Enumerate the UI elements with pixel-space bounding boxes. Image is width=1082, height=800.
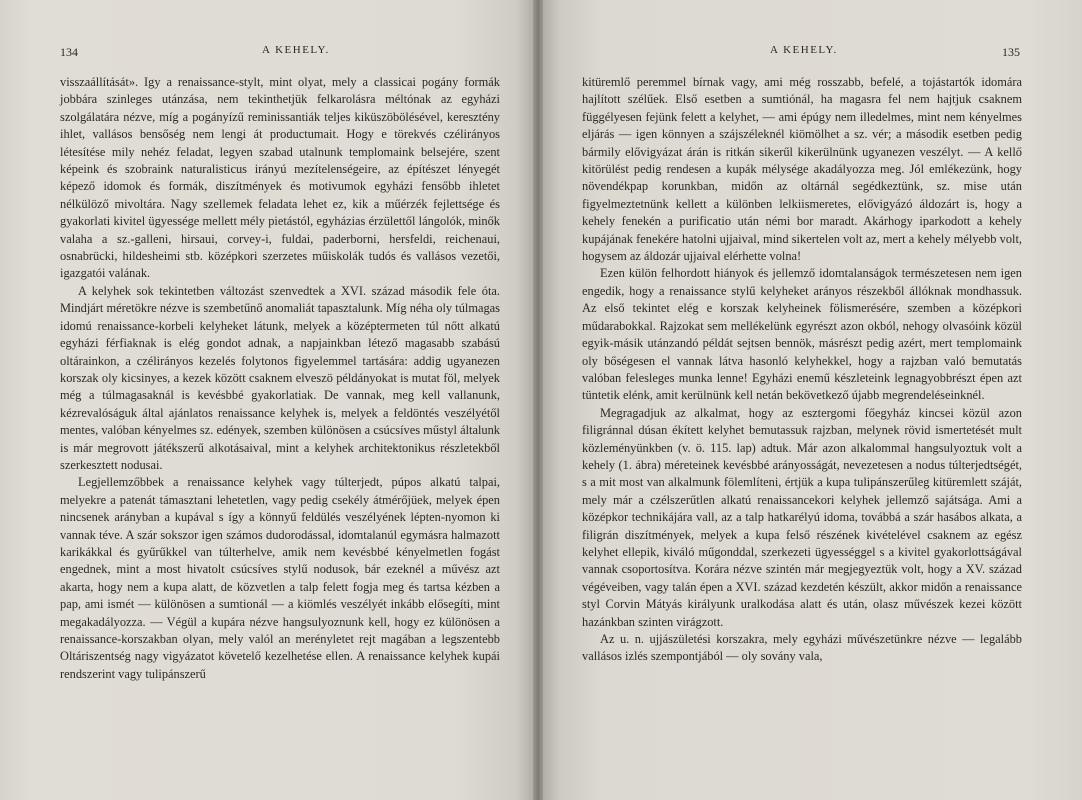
paragraph: kitüremlő peremmel bírnak vagy, ami még rosszabb, befelé, a tojástartók idomára hajlított szélűek. Első esetben a sumtiónál, ha magasra fel nem hajtjuk csaknem függélyesen fejünk felett a kelyhet, — ami épúgy nem illedelmes, mint nem kényelmes eljárás — igen könnyen a szájszéleknél kiömölhet a sz. vér; a második esetben pedig bármily elővigyázat árán is ritkán sikerűl kikerülnünk ugyanezen veszélyt. — A kellő kitörülést pedig rendesen a kupák mélysége akadályozza meg. Jól emlékezünk, hogy növendékpap korunkban, midőn az oltárnál segédkeztünk, sz. mise után figyelmeztetnünk kellett a különben lelkiismeretes, elővigyázó áldozárt is, hogy a kehely fenekén a purificatio után némi bor maradt. Akárhogy iparkodott a kehely kupájának fenekére hatolni ujjaival, mind sikertelen volt az, mert a kehely mélyebb volt, hogysem az áldozár ujjaival elérhette volna! [582,75,1022,264]
paragraph: Ezen külön felhordott hiányok és jellemző idomtalanságok természetesen nem igen engedik, hogy a renaissance stylű kelyheket arányos részekből állóknak mondhassuk. Az első tekintet elég e korszak kelyheinek fölismerésére, szemben a középkori műdarabokkal. Rajzokat sem mellékelünk egyrészt azon okból, nehogy olvasóink közül egyik-másik utánzandó példát sejtsen bennök, másrészt pedig azért, mert templomaink oly bőségesen el vannak látva hasonló kelyhekkel, hogy a rajzban való bemutatás valóban felesleges munka lenne! Egyházi enemű készleteink legnagyobbrészt épen azt tüntetik elénk, amit kerülnünk kell netán bekövetkező újabb megrendeléseinknél. [582,266,1022,403]
paragraph: visszaállítását». Igy a renaissance-stylt, mint olyat, mely a classicai pogány formák jobbára szinleges utánzása, nem tekinthetjük felkarolásra méltónak az egyházi szolgálatára nézve, míg a pogányízű reminissantiák teljes kiküszöbölésével, keresztény ihlet, vallásos bensőség nem lengi át productumait. Hogy e törekvés czélirányos létesítése mily nehéz feladat, legyen szabad utalnunk templomaink belsejére, szent képeink és szobraink naturalisticus irányú mezítelenségeire, az építészet lényegét képező idomok és formák, diszítmények és motivumok egyházi fensőbb ihletet nélkülöző mivoltára. Nagy szellemek feladata lehet ez, kik a műérzék fejlettsége és gyakorlati kivitel ügyessége mellett mély pietástól, egyházias érzülettől lángolók, minők valaha a sz.-galleni, hirsaui, corvey-i, fuldai, paderborni, hersfeldi, reichenaui, osnabrücki, hildesheimi stb. középkori szerzetes műiskolák tudós és vallásos vezetői, igazgatói valának. [60,75,500,281]
page-number: 135 [1002,45,1020,59]
right-page [538,0,1082,800]
body-text [582,74,1022,666]
paragraph: A kelyhek sok tekintetben változást szenvedtek a XVI. század második fele óta. Mindjárt méretökre nézve is szembetűnő anomaliát tapasztalunk. Míg néha oly túlmagas idomú renaissance-korbeli kelyheket látunk, melyek a középtermeten túl nőtt alkatú egyházi férfiaknak is elég gondot adnak, a napjainkban létező magasabb szabású oltárainkon, a czélirányos kezelés folytonos figyelemmel tartására: addig ugyanezen korszak oly kicsinyes, a kezek között csaknem elveszö példányokat is mutat föl, melyek még a túlmagasaknál is kevésbbé gyakorlatiak. De vannak, meg kell vallanunk, kézrevalóságuk által ajánlatos renaissance kelyhek is, melyek a feldöntés veszélyétől mentes, valóban kényelmes sz. edények, szemben különösen a csúcsíves műstyl általunk is már megrovott játékszerű alkotásaival, mint a kelyhek architektonikus részletekből szerkesztett nodusai. [60,283,500,472]
paragraph: Az u. n. ujjászületési korszakra, mely egyházi művészetünkre nézve — legalább vallásos izlés szempontjából — oly sovány vala, [582,632,1022,664]
running-head: A KEHELY. [770,44,838,56]
book-gutter [533,0,543,800]
left-page [0,0,538,800]
paragraph: Legjellemzőbbek a renaissance kelyhek vagy túlterjedt, púpos alkatú talpai, melyekre a patenát támasztani lehetetlen, vagy pedig csekély átmérőjüek, melyek épen nincsenek arányban a kupával s így a könnyű feldülés veszélyének lépten-nyomon ki vannak téve. A szár sokszor igen számos dudorodással, idomtalanúl egymásra halmazott karikákkal és gyűrűkkel van túlterhelve, amik nem kevésbbé kényelmetlen fogást engednek, mint a most hivatolt csúcsíves stylű nodusok, bár ezeknél a művész azt akarta, hogy nem a kupa alatt, de közvetlen a talp felett fogja meg és tartsa kézben a pap, ami ismét — különösen a sumtionál — a kiömlés veszélyét inkább elősegíti, mint megakadályozza. — Végül a kupára nézve hangsulyoznunk kell, hogy ez különösen a renaissance-korszakban olyan, mely valól an merényletet rejt magában a legszentebb Oltáriszentség nagy vigyázatot követelő kezelhetése ellen. A renaissance kelyhek kupái rendszerint vagy tulipánszerű [60,475,500,681]
running-head: A KEHELY. [262,44,330,56]
paragraph: Megragadjuk az alkalmat, hogy az esztergomi főegyház kincsei közül azon filigránnal dúsan ékített kelyhet bemutassuk rajzban, melynek rövid ismertetését mult közleményünkben (v. ö. 115. lap) adtuk. Már azon alkalommal hangsulyoztuk volt a kehely (1. ábra) méreteinek kevésbbé arányosságát, nevezetesen a nodus túlterjedtségét, s a mit most van alkalmunk fölemlíteni, értjük a kupa tulipánszerűleg kitüremlett száját, mely már a czélszerűtlen alkatú renaissancekori kelyhek jellemző sajátsága. Ami a középkor technikájára vall, az a talp hatkarélyú idoma, továbbá a szár hasábos alkata, a filigrán diszítmények, melyek a kupa felső részének kivételével csaknem az egész kelyhet ellepik, kiváló műgonddal, szerkezeti ügyességgel s a kivitel gyakorlottságával vannak csoportosítva. Korára nézve szintén már megjegyeztük volt, hogy a XV. század végéveiben, vagy talán épen a XVI. század kezdetén készült, akkor midőn a renaissance styl Corvin Mátyás királyunk uralkodása alatt és után, olasz művészek kezei között hazánkban szinten virágzott. [582,405,1022,629]
body-text [60,74,500,683]
page-number: 134 [60,45,78,59]
